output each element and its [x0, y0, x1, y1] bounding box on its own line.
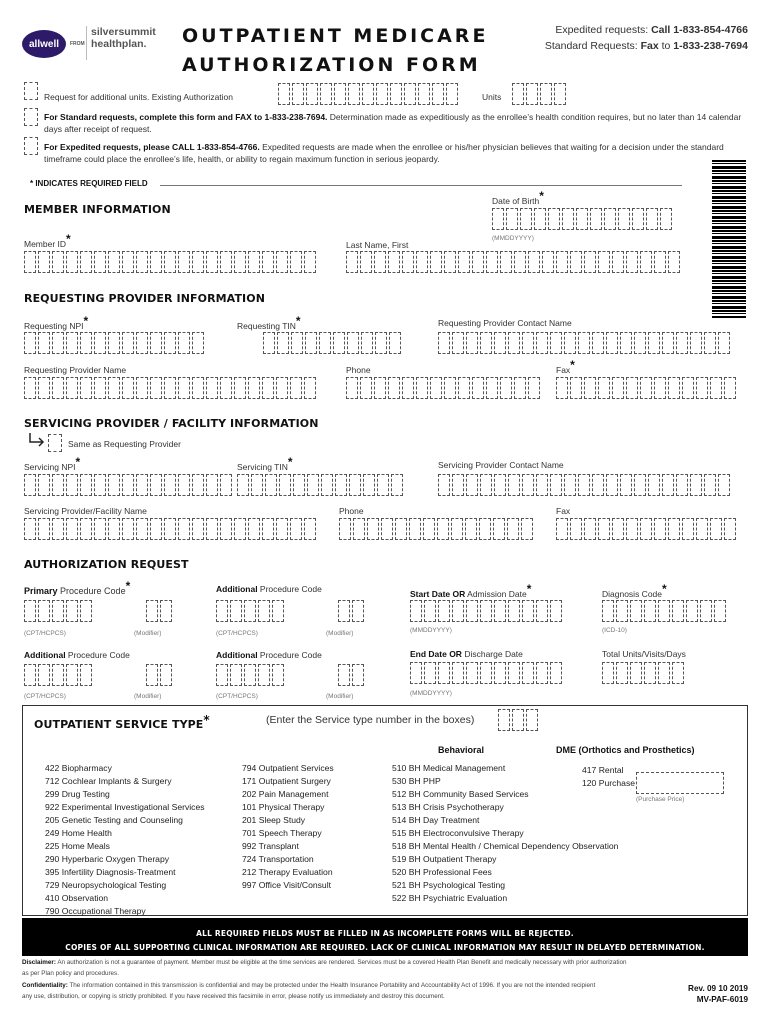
servicing-name-label: Servicing Provider/Facility Name — [24, 506, 147, 516]
purchase-price-hint: (Purchase Price) — [636, 796, 685, 803]
requesting-name-field[interactable] — [24, 377, 316, 399]
service-item: 205 Genetic Testing and Counseling — [45, 815, 183, 825]
service-item: 790 Occupational Therapy — [45, 906, 146, 916]
service-item: 515 BH Electroconvulsive Therapy — [392, 828, 524, 838]
same-as-requesting-checkbox[interactable] — [48, 434, 62, 452]
service-col-1 — [45, 762, 205, 918]
last-first-field[interactable] — [346, 251, 680, 273]
header-contact — [545, 22, 748, 54]
allwell-logo-text: allwell — [28, 38, 59, 50]
requesting-name-label: Requesting Provider Name — [24, 365, 127, 375]
primary-modifier-field[interactable] — [146, 600, 172, 622]
expedited-request-text — [44, 141, 744, 165]
diagnosis-label-wrap: Diagnosis Code* — [602, 582, 667, 599]
requesting-npi-label: Requesting NPI — [24, 321, 84, 331]
form-title-line2: AUTHORIZATION FORM — [182, 53, 481, 76]
standard-to: to — [658, 40, 674, 52]
service-item: 171 Outpatient Surgery — [242, 776, 331, 786]
required-note-rule — [160, 185, 682, 186]
additional-modifier-hint-2: (Modifier) — [134, 693, 162, 700]
disclaimer-label: Disclaimer: — [22, 959, 56, 966]
requesting-fax-label: Fax — [556, 365, 571, 375]
confidentiality-text — [22, 981, 597, 1002]
end-date-label-wrap — [410, 649, 523, 659]
additional-cpt-hint-2: (CPT/HCPCS) — [24, 693, 66, 700]
additional-units-label: Request for additional units. Existing Authorization — [44, 92, 234, 102]
service-item: 290 Hyperbaric Oxygen Therapy — [45, 854, 170, 864]
service-item: 794 Outpatient Services — [242, 763, 334, 773]
total-units-field[interactable] — [602, 662, 684, 684]
diagnosis-field[interactable] — [602, 600, 726, 622]
units-field[interactable] — [512, 83, 566, 105]
dob-label: Date of Birth — [492, 196, 540, 206]
required-field-note: * INDICATES REQUIRED FIELD — [30, 179, 148, 188]
servicing-phone-field[interactable] — [339, 518, 533, 540]
expedited-action: Call — [651, 24, 671, 36]
standard-number: 1-833-238-7694 — [673, 40, 748, 52]
service-type-number-field[interactable] — [498, 709, 538, 731]
service-item: 212 Therapy Evaluation — [242, 867, 333, 877]
end-bold: End Date OR — [410, 649, 462, 659]
start-date-field[interactable] — [410, 600, 562, 622]
additional-bold-1: Additional — [216, 584, 258, 594]
return-arrow-icon — [28, 433, 46, 449]
additional-rest-3: Procedure Code — [257, 650, 322, 660]
additional-procedure-field-2[interactable] — [24, 664, 92, 686]
form-revision — [688, 983, 748, 1005]
from-label: FROM — [70, 41, 85, 47]
member-section-title: MEMBER INFORMATION — [24, 203, 171, 216]
total-units-label: Total Units/Visits/Days — [602, 649, 686, 659]
standard-request-checkbox[interactable] — [24, 108, 38, 126]
disclaimer-text — [22, 958, 632, 979]
service-item: 101 Physical Therapy — [242, 802, 325, 812]
requesting-contact-label: Requesting Provider Contact Name — [438, 318, 572, 328]
servicing-name-field[interactable] — [24, 518, 316, 540]
icd-hint: (ICD-10) — [602, 627, 627, 634]
service-col-2 — [242, 762, 334, 892]
service-item: 422 Biopharmacy — [45, 763, 112, 773]
servicing-npi-label-wrap: Servicing NPI* — [24, 455, 81, 472]
additional-procedure-label-wrap-2 — [24, 650, 130, 660]
service-item: 518 BH Mental Health / Chemical Dependency Observation — [392, 841, 619, 851]
expedited-request-bold-a: For Expedited requests, — [44, 142, 141, 152]
footer-warning-line1: ALL REQUIRED FIELDS MUST BE FILLED IN AS INCOMPLETE FORMS WILL BE REJECTED. — [196, 929, 574, 938]
servicing-tin-label-wrap: Servicing TIN* — [237, 455, 293, 472]
requesting-tin-field[interactable] — [263, 332, 401, 354]
requesting-phone-label: Phone — [346, 365, 371, 375]
additional-modifier-hint-1: (Modifier) — [326, 630, 354, 637]
additional-modifier-field-1[interactable] — [338, 600, 364, 622]
service-item: 729 Neuropsychological Testing — [45, 880, 167, 890]
start-rest: Admission Date — [465, 589, 527, 599]
member-id-field[interactable] — [24, 251, 316, 273]
primary-procedure-field[interactable] — [24, 600, 92, 622]
standard-request-text — [44, 111, 744, 135]
purchase-price-field[interactable] — [636, 772, 724, 794]
confidentiality-label: Confidentiality: — [22, 982, 68, 989]
service-item: 997 Office Visit/Consult — [242, 880, 332, 890]
dme-heading: DME (Orthotics and Prosthetics) — [556, 745, 695, 755]
start-date-hint: (MMDDYYYY) — [410, 627, 452, 634]
start-bold: Start Date OR — [410, 589, 466, 599]
standard-request-body: Determination made as expeditiously as the enrollee’s health condition requires, but no later than 14 calendar days after receipt of request. — [44, 112, 742, 134]
service-item: 521 BH Psychological Testing — [392, 880, 506, 890]
additional-modifier-field-2[interactable] — [146, 664, 172, 686]
requesting-npi-label-wrap: Requesting NPI* — [24, 314, 89, 331]
service-col-4 — [582, 764, 635, 790]
service-item: 417 Rental — [582, 765, 624, 775]
service-item: 410 Observation — [45, 893, 109, 903]
expedited-request-body: Expedited requests are made when the enrollee or his/her physician believes that waiting for a decision under the standard timeframe could place the enrollee’s life, health, or ability to regain maximum function in serious jeopardy. — [44, 142, 724, 164]
behavioral-heading: Behavioral — [438, 745, 485, 755]
service-type-title: OUTPATIENT SERVICE TYPE — [34, 718, 204, 731]
end-date-hint: (MMDDYYYY) — [410, 690, 452, 697]
additional-modifier-field-3[interactable] — [338, 664, 364, 686]
service-item: 519 BH Outpatient Therapy — [392, 854, 497, 864]
additional-rest-2: Procedure Code — [65, 650, 130, 660]
footer-warning-line2: COPIES OF ALL SUPPORTING CLINICAL INFORMATION ARE REQUIRED. LACK OF CLINICAL INFORMATION MAY RESULT IN DELAYED DETERMINATION. — [65, 943, 705, 952]
service-item: 395 Infertility Diagnosis-Treatment — [45, 867, 176, 877]
service-type-instructions: (Enter the Service type number in the boxes) — [266, 714, 475, 726]
additional-modifier-hint-3: (Modifier) — [326, 693, 354, 700]
service-item: 724 Transportation — [242, 854, 314, 864]
service-item: 202 Pain Management — [242, 789, 329, 799]
additional-bold-2: Additional — [24, 650, 66, 660]
dob-field[interactable] — [492, 208, 672, 230]
requesting-phone-field[interactable] — [346, 377, 540, 399]
servicing-contact-field[interactable] — [438, 474, 730, 496]
end-rest: Discharge Date — [461, 649, 523, 659]
additional-procedure-label-wrap-3 — [216, 650, 322, 660]
service-item: 201 Sleep Study — [242, 815, 306, 825]
servicing-phone-label: Phone — [339, 506, 364, 516]
service-item: 299 Drug Testing — [45, 789, 110, 799]
form-code: MV-PAF-6019 — [696, 995, 748, 1004]
requesting-tin-label: Requesting TIN — [237, 321, 296, 331]
service-item: 510 BH Medical Management — [392, 763, 506, 773]
member-id-label-wrap: Member ID* — [24, 232, 71, 249]
additional-units-checkbox[interactable] — [24, 82, 38, 100]
standard-action: Fax — [640, 40, 659, 52]
requesting-npi-field[interactable] — [24, 332, 204, 354]
service-item: 225 Home Meals — [45, 841, 110, 851]
partner-logo-line2: healthplan. — [91, 38, 147, 50]
servicing-contact-label: Servicing Provider Contact Name — [438, 460, 564, 470]
service-item: 513 BH Crisis Psychotherapy — [392, 802, 504, 812]
servicing-tin-label: Servicing TIN — [237, 462, 288, 472]
service-item: 514 BH Day Treatment — [392, 815, 480, 825]
member-id-label: Member ID — [24, 239, 67, 249]
additional-rest-1: Procedure Code — [257, 584, 322, 594]
additional-cpt-hint-1: (CPT/HCPCS) — [216, 630, 258, 637]
expedited-number: 1-833-854-4766 — [673, 24, 748, 36]
diagnosis-label: Diagnosis Code — [602, 589, 663, 599]
service-item: 992 Transplant — [242, 841, 299, 851]
additional-procedure-field-3[interactable] — [216, 664, 284, 686]
existing-authorization-field[interactable] — [278, 83, 458, 105]
expedited-request-checkbox[interactable] — [24, 137, 38, 155]
additional-procedure-field-1[interactable] — [216, 600, 284, 622]
units-label: Units — [482, 92, 502, 102]
confidentiality-body: The information contained in this transmission is confidential and may be protected under the Health Insurance Portability and Accountability Act of 1996. If you are not the intended recipient any use, distribution, or copying is strictly prohibited. If you have received this facsimile in error, please notify us immediately and destroy this document. — [22, 982, 596, 1000]
dob-hint: (MMDDYYYY) — [492, 235, 534, 242]
service-item: 701 Speech Therapy — [242, 828, 322, 838]
servicing-fax-label: Fax — [556, 506, 571, 516]
primary-bold: Primary — [24, 586, 58, 596]
service-type-title-wrap: OUTPATIENT SERVICE TYPE* — [34, 713, 210, 731]
servicing-tin-field[interactable] — [237, 474, 403, 496]
servicing-section-title: SERVICING PROVIDER / FACILITY INFORMATION — [24, 417, 319, 430]
expedited-label: Expedited requests: — [555, 24, 652, 36]
dob-label-wrap: Date of Birth* — [492, 189, 544, 206]
service-item: 712 Cochlear Implants & Surgery — [45, 776, 172, 786]
service-item: 522 BH Psychiatric Evaluation — [392, 893, 508, 903]
service-item: 530 BH PHP — [392, 776, 441, 786]
barcode-icon — [712, 160, 746, 318]
form-title — [182, 22, 488, 79]
expedited-request-bold-b: please CALL 1-833-854-4766. — [140, 142, 260, 152]
form-title-line1: OUTPATIENT MEDICARE — [182, 25, 489, 47]
partner-logo — [86, 26, 156, 60]
start-date-label-wrap: Start Date OR Admission Date* — [410, 582, 532, 599]
disclaimer-body: An authorization is not a guarantee of payment. Member must be eligible at the time services are rendered. Services must be a covered Health Plan Benefit and medically necessary with prior authorization as per Plan policy and procedures. — [22, 959, 627, 977]
additional-procedure-label-wrap — [216, 584, 322, 594]
servicing-fax-field[interactable] — [556, 518, 736, 540]
footer-warning-bar — [22, 918, 748, 956]
servicing-npi-field[interactable] — [24, 474, 232, 496]
service-item: 120 Purchase — [582, 778, 636, 788]
standard-request-bold: For Standard requests, complete this form and FAX to 1-833-238-7694. — [44, 112, 328, 122]
revision-date: Rev. 09 10 2019 — [688, 984, 748, 993]
primary-cpt-hint: (CPT/HCPCS) — [24, 630, 66, 637]
service-item: 512 BH Community Based Services — [392, 789, 529, 799]
same-as-requesting-label: Same as Requesting Provider — [68, 439, 181, 449]
primary-modifier-hint: (Modifier) — [134, 630, 162, 637]
last-first-label: Last Name, First — [346, 240, 409, 250]
requesting-contact-field[interactable] — [438, 332, 730, 354]
allwell-logo — [22, 30, 66, 58]
service-item: 520 BH Professional Fees — [392, 867, 492, 877]
requesting-fax-field[interactable] — [556, 377, 736, 399]
additional-cpt-hint-3: (CPT/HCPCS) — [216, 693, 258, 700]
requesting-section-title: REQUESTING PROVIDER INFORMATION — [24, 292, 265, 305]
authorization-section-title: AUTHORIZATION REQUEST — [24, 558, 189, 571]
service-item: 249 Home Health — [45, 828, 112, 838]
primary-procedure-label-wrap: Primary Procedure Code* — [24, 579, 131, 596]
partner-logo-line1: silversummit — [91, 26, 156, 38]
service-item: 922 Experimental Investigational Services — [45, 802, 205, 812]
requesting-tin-label-wrap: Requesting TIN* — [237, 314, 301, 331]
additional-bold-3: Additional — [216, 650, 258, 660]
servicing-npi-label: Servicing NPI — [24, 462, 76, 472]
requesting-fax-label-wrap: Fax* — [556, 358, 575, 375]
primary-rest: Procedure Code — [57, 586, 126, 596]
standard-label: Standard Requests: — [544, 40, 641, 52]
end-date-field[interactable] — [410, 662, 562, 684]
